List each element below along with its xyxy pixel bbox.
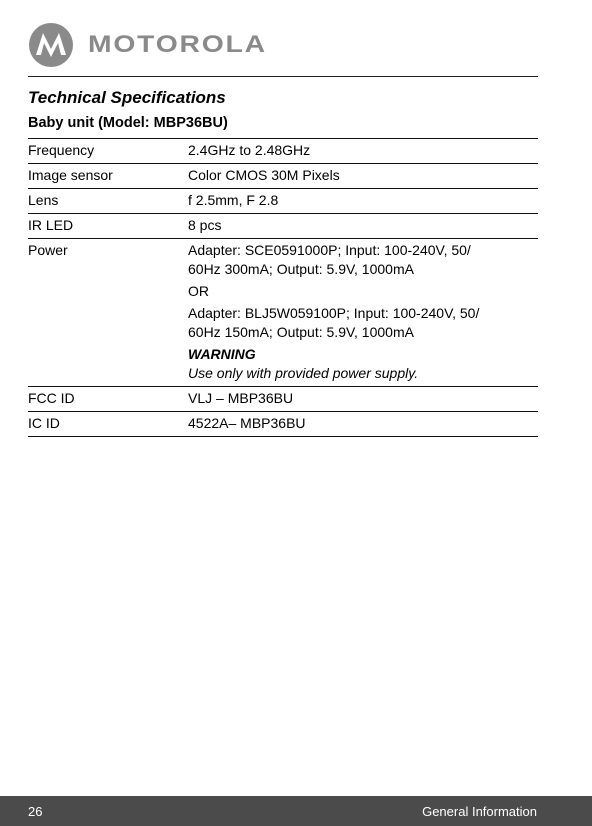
table-row [28,412,538,437]
spec-value-fcc-id: VLJ – MBP36BU [188,387,538,412]
power-adapter-1-line-2: 60Hz 300mA; Output: 5.9V, 1000mA [188,261,414,277]
spec-value-lens: f 2.5mm, F 2.8 [188,189,538,214]
table-row [28,387,538,412]
spec-value-ir-led: 8 pcs [188,214,538,239]
spec-label-ir-led: IR LED [28,214,188,239]
table-row [28,189,538,214]
table-row [28,164,538,189]
spec-value-ic-id: 4522A– MBP36BU [188,412,538,437]
power-adapter-2-line-2: 60Hz 150mA; Output: 5.9V, 1000mA [188,324,414,340]
spec-label-power: Power [28,239,188,387]
warning-text: Use only with provided power supply. [188,365,419,381]
page-number: 26 [28,804,43,819]
spec-value-image-sensor: Color CMOS 30M Pixels [188,164,538,189]
spec-label-ic-id: IC ID [28,412,188,437]
spec-value-power [188,239,538,387]
warning-title: WARNING [188,346,256,362]
brand-logo [28,22,267,68]
table-row [28,139,538,164]
page-footer [0,796,592,826]
power-adapter-1-line-1: Adapter: SCE0591000P; Input: 100-240V, 50/ [188,242,471,258]
spec-label-fcc-id: FCC ID [28,387,188,412]
spec-value-frequency: 2.4GHz to 2.48GHz [188,139,538,164]
specs-table [28,138,538,437]
motorola-batwing-logo-icon [28,22,74,68]
power-adapter-2 [188,304,538,342]
brand-wordmark: MOTOROLA [88,31,267,58]
power-adapter-2-line-1: Adapter: BLJ5W059100P; Input: 100-240V, 50/ [188,305,480,321]
power-or: OR [188,283,209,299]
spec-label-image-sensor: Image sensor [28,164,188,189]
table-row [28,239,538,387]
page-title: Technical Specifications [28,88,226,107]
table-row [28,214,538,239]
footer-section-title: General Information [422,804,537,819]
power-adapter-1 [188,241,538,279]
page-header [28,18,538,77]
section-subtitle: Baby unit (Model: MBP36BU) [28,115,228,131]
spec-label-lens: Lens [28,189,188,214]
spec-label-frequency: Frequency [28,139,188,164]
